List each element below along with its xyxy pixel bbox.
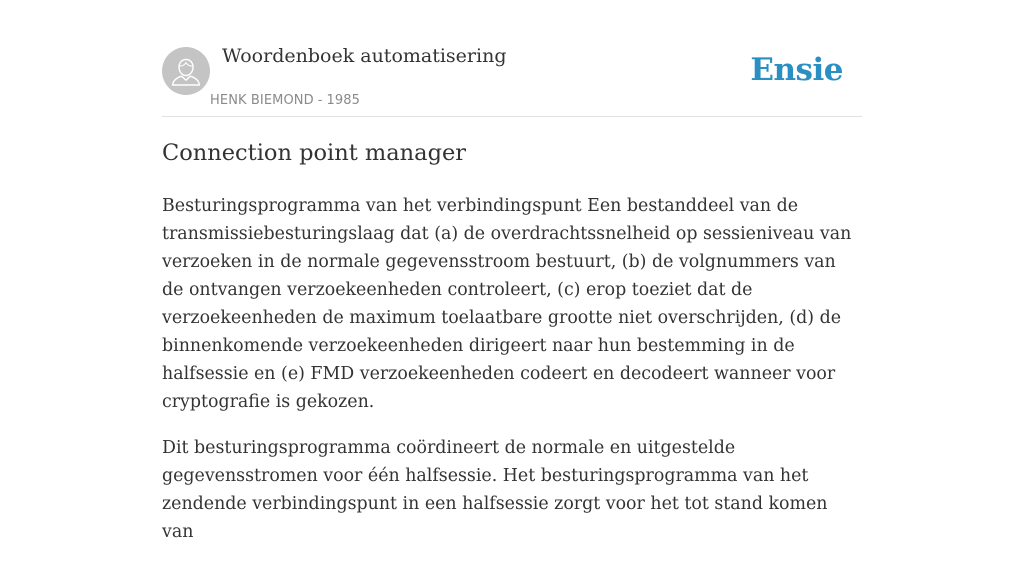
ensie-logo[interactable]: Ensie — [750, 52, 843, 88]
header — [162, 0, 862, 117]
page — [162, 0, 862, 542]
byline — [210, 93, 360, 108]
entry-title: Connection point manager — [162, 140, 467, 166]
author-name[interactable]: HENK BIEMOND — [210, 93, 314, 108]
user-placeholder-icon — [162, 47, 210, 95]
author-avatar[interactable] — [162, 47, 210, 95]
book-title[interactable]: Woordenboek automatisering — [222, 45, 507, 67]
byline-separator: - — [317, 93, 323, 108]
publication-year: 1985 — [326, 93, 361, 108]
entry-paragraph: Besturingsprogramma van het verbindingspunt Een bestanddeel van de transmissiebesturingslaag dat (a) de overdrachtssnelheid op sessieniveau van verzoeken in de normale gegevensstroom bestuurt, (b) de volgnummers van de ontvangen verzoekeenheden controleert, (c) erop toeziet dat de verzoekeenheden de maximum toelaatbare grootte niet overschrijden, (d) de binnenkomende verzoekeenheden dirigeert naar hun bestemming in de halfsessie en (e) FMD verzoekeenheden codeert en decodeert wanneer voor cryptografie is gekozen. — [162, 196, 852, 412]
entry-paragraph: Dit besturingsprogramma coördineert de normale en uitgestelde gegevensstromen voor één halfsessie. Het besturingsprogramma van het zendende verbindingspunt in een halfsessie zorgt voor het tot stand komen van — [162, 438, 828, 542]
entry-body — [162, 192, 862, 564]
